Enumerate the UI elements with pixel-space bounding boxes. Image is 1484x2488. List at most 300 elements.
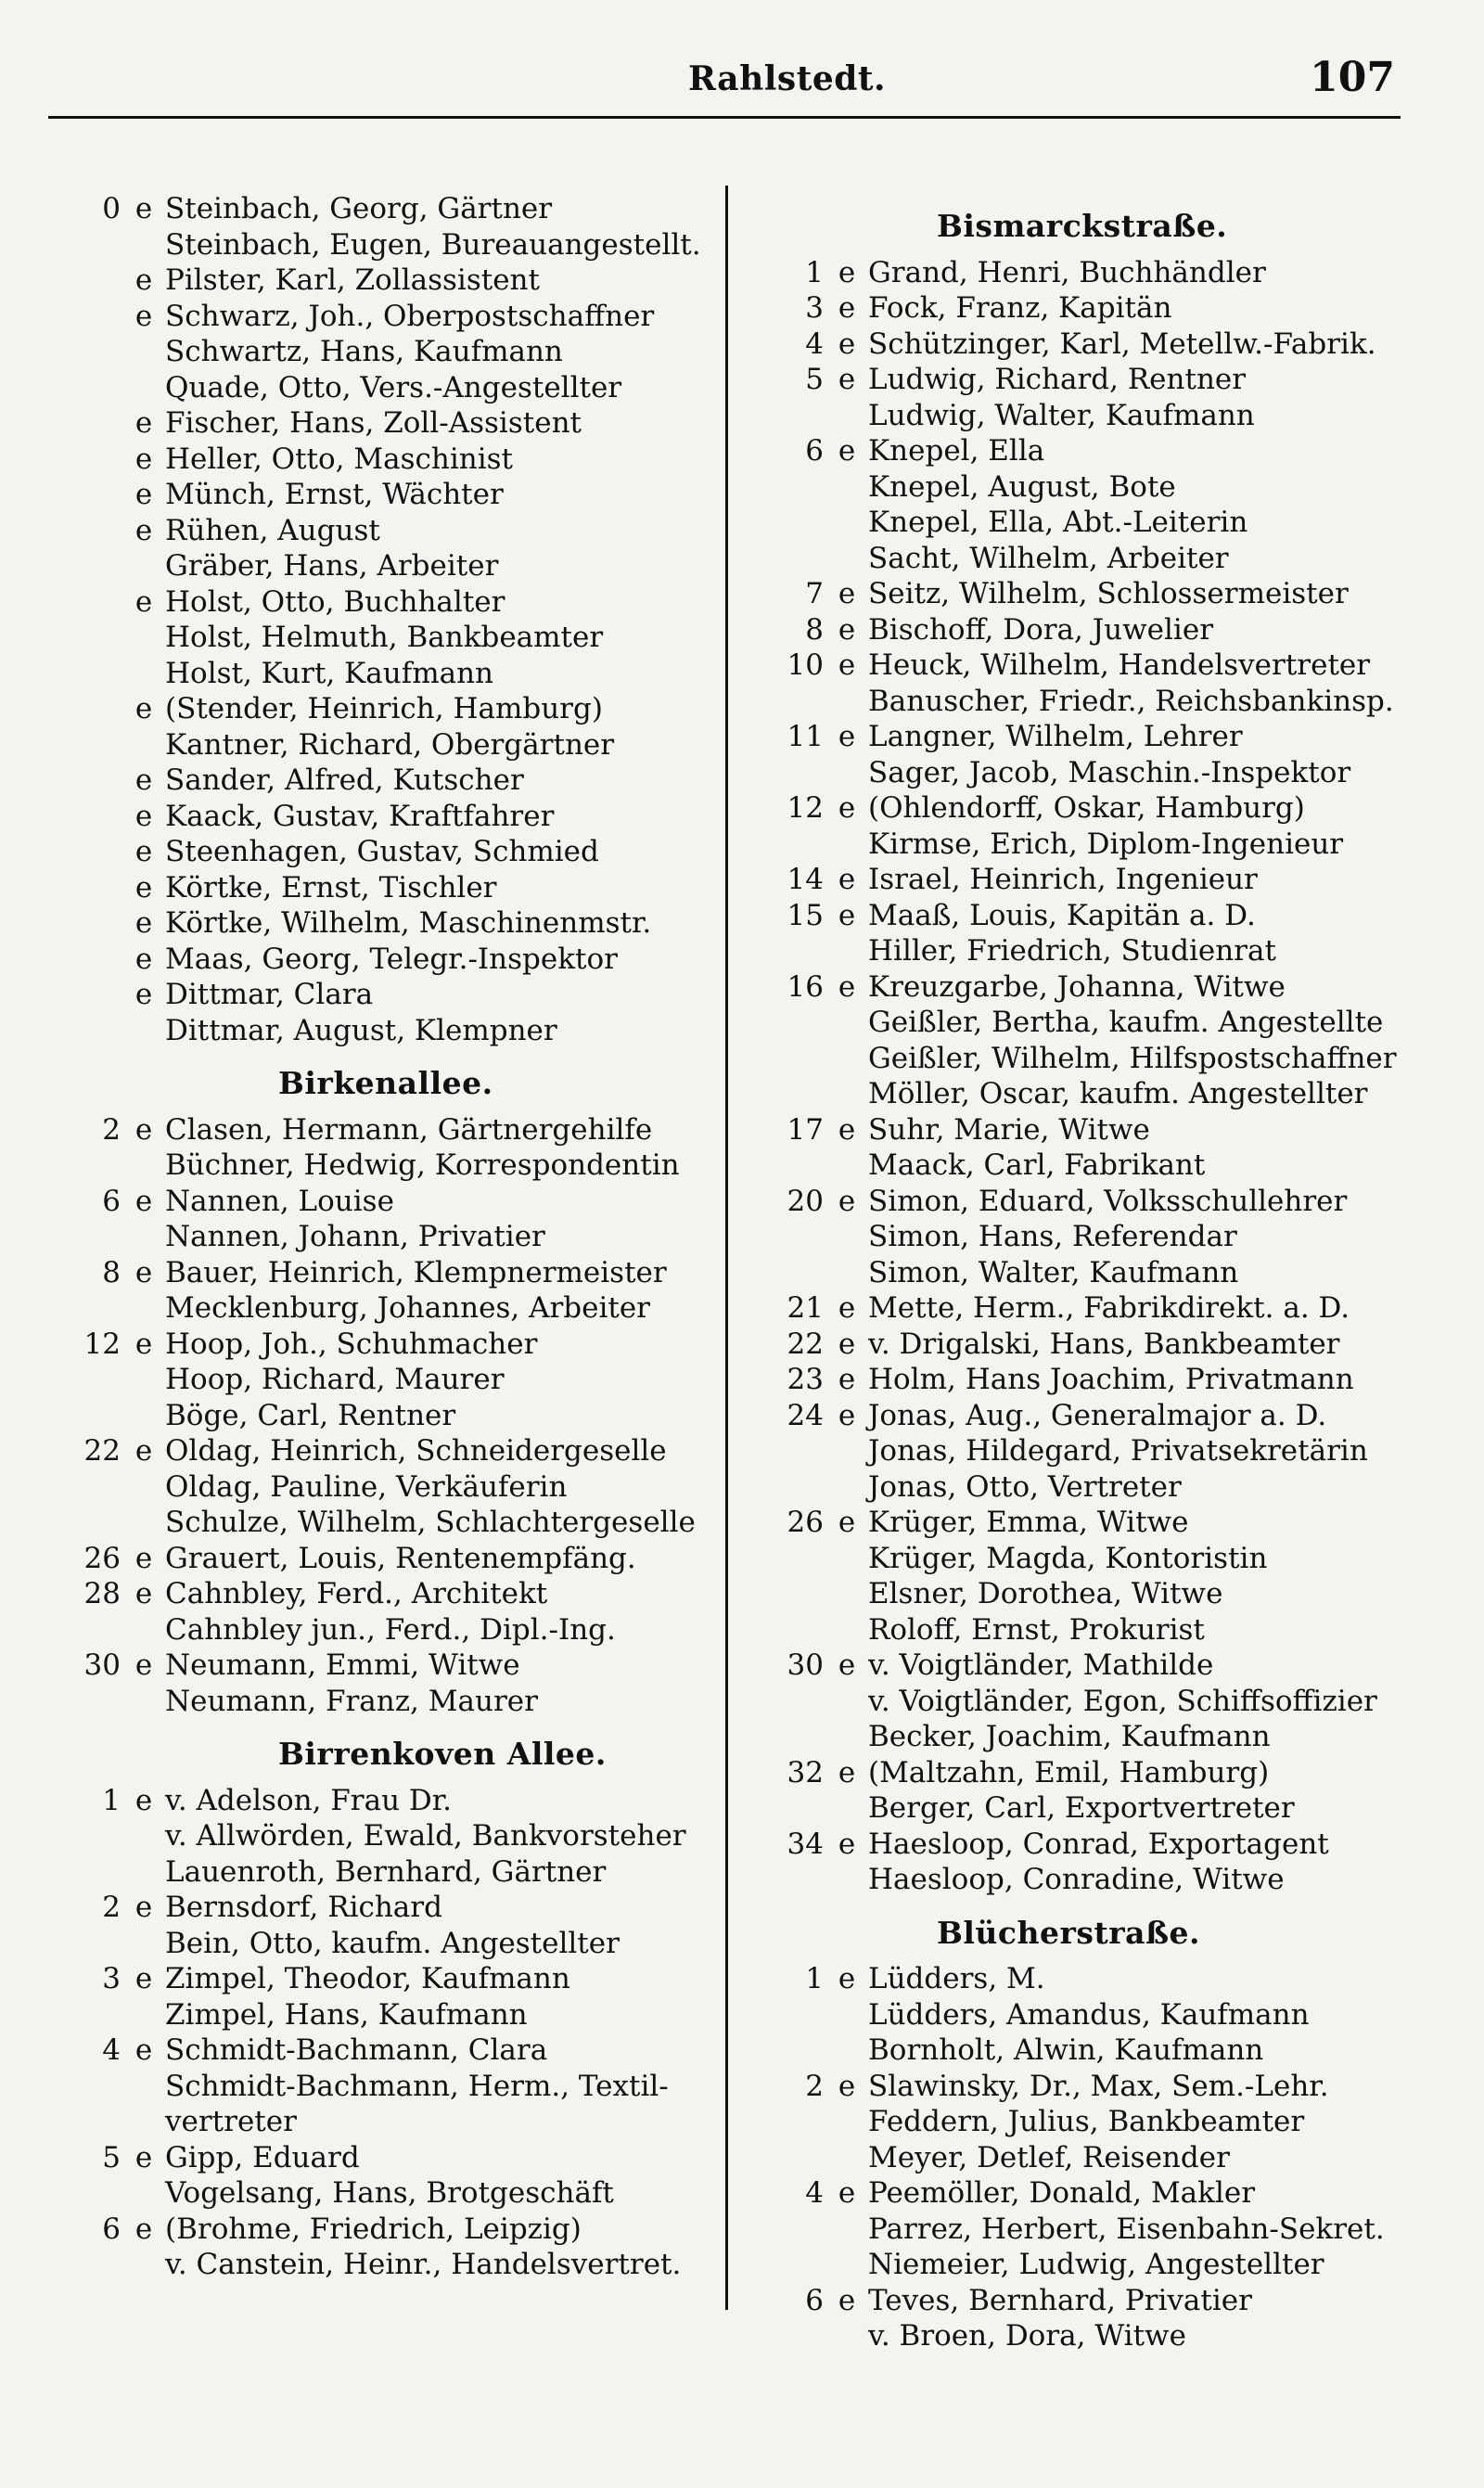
- directory-entry: [67, 2247, 681, 2282]
- resident-entry: Hoop, Richard, Maurer: [165, 1363, 505, 1396]
- directory-entry: [67, 1327, 537, 1362]
- directory-entry: [67, 1184, 394, 1219]
- directory-entry: [770, 1719, 1271, 1754]
- house-number: 1: [805, 1962, 824, 1995]
- street-heading: Birrenkoven Allee.: [278, 1736, 607, 1772]
- resident-entry: Simon, Hans, Referendar: [868, 1220, 1237, 1253]
- page-number: 107: [1310, 54, 1395, 101]
- resident-entry: Schmidt-Bachmann, Clara: [165, 2033, 548, 2067]
- directory-entry: [770, 469, 1176, 505]
- house-number: 6: [102, 1184, 121, 1218]
- owner-mark: e: [134, 870, 153, 904]
- directory-entry: [67, 1783, 452, 1818]
- owner-mark: e: [838, 1962, 856, 1995]
- resident-entry: Haesloop, Conrad, Exportagent: [868, 1827, 1329, 1861]
- resident-entry: Bauer, Heinrich, Klempnermeister: [165, 1255, 667, 1289]
- directory-entry: [770, 1041, 1397, 1076]
- owner-mark: e: [134, 1783, 153, 1817]
- directory-entry: [770, 827, 1343, 862]
- directory-entry: [770, 1184, 1347, 1219]
- resident-entry: Heller, Otto, Maschinist: [165, 442, 513, 476]
- resident-entry: Meyer, Detlef, Reisender: [868, 2140, 1230, 2174]
- directory-entry: [67, 1612, 616, 1648]
- directory-entry: [67, 870, 497, 905]
- directory-entry: [770, 1255, 1238, 1290]
- owner-mark: e: [134, 763, 153, 797]
- directory-entry: [770, 1862, 1285, 1897]
- directory-entry: [67, 1997, 528, 2033]
- directory-entry: [67, 2175, 614, 2211]
- directory-entry: [67, 1362, 505, 1397]
- directory-entry: [67, 834, 599, 869]
- directory-entry: [67, 334, 563, 369]
- owner-mark: e: [838, 1327, 856, 1361]
- house-number: 1: [805, 255, 824, 289]
- house-number: 3: [102, 1962, 121, 1995]
- resident-entry: v. Broen, Dora, Witwe: [868, 2319, 1186, 2353]
- resident-entry: Möller, Oscar, kaufm. Angestellter: [868, 1077, 1368, 1110]
- resident-entry: Simon, Eduard, Volksschullehrer: [868, 1184, 1348, 1218]
- resident-entry: Grauert, Louis, Rentenempfäng.: [165, 1541, 636, 1575]
- owner-mark: e: [838, 363, 856, 396]
- house-number: 34: [787, 1827, 824, 1861]
- directory-entry: [67, 1469, 567, 1505]
- resident-entry: Ludwig, Walter, Kaufmann: [868, 398, 1255, 432]
- directory-entry: [67, 1854, 606, 1890]
- resident-entry: Maas, Georg, Telegr.-Inspektor: [165, 942, 618, 976]
- resident-entry: Elsner, Dorothea, Witwe: [868, 1577, 1223, 1610]
- directory-entry: [770, 1505, 1188, 1540]
- directory-entry: [67, 548, 498, 584]
- directory-entry: [67, 1890, 442, 1925]
- owner-mark: e: [838, 291, 856, 325]
- house-number: 2: [805, 2069, 824, 2103]
- resident-entry: Dittmar, August, Klempner: [165, 1013, 557, 1047]
- resident-entry: Nannen, Johann, Privatier: [165, 1220, 545, 1253]
- house-number: 1: [102, 1783, 121, 1817]
- resident-entry: Holst, Helmuth, Bankbeamter: [165, 621, 604, 654]
- owner-mark: e: [838, 648, 856, 682]
- resident-entry: Lauenroth, Bernhard, Gärtner: [165, 1854, 607, 1889]
- owner-mark: e: [838, 1363, 856, 1396]
- owner-mark: e: [838, 2176, 856, 2210]
- resident-entry: Cahnbley jun., Ferd., Dipl.-Ing.: [165, 1612, 616, 1647]
- resident-entry: Krüger, Magda, Kontoristin: [868, 1541, 1268, 1575]
- resident-entry: Feddern, Julius, Bankbeamter: [868, 2105, 1305, 2138]
- directory-entry: [67, 1013, 557, 1048]
- resident-entry: Jonas, Aug., Generalmajor a. D.: [868, 1398, 1327, 1432]
- resident-entry: Ludwig, Richard, Rentner: [868, 363, 1247, 396]
- owner-mark: e: [134, 1648, 153, 1682]
- running-head: Rahlstedt.: [688, 59, 887, 98]
- directory-entry: [770, 2033, 1263, 2068]
- house-number: 23: [787, 1363, 824, 1396]
- resident-entry: v. Voigtländer, Mathilde: [868, 1648, 1214, 1682]
- resident-entry: Parrez, Herbert, Eisenbahn-Sekret.: [868, 2212, 1385, 2246]
- house-number: 22: [787, 1327, 824, 1361]
- resident-entry: Steenhagen, Gustav, Schmied: [165, 835, 599, 868]
- resident-entry: Schwarz, Joh., Oberpostschaffner: [165, 299, 655, 333]
- directory-entry: [67, 263, 540, 298]
- street-heading: Bismarckstraße.: [937, 208, 1228, 244]
- page-header: [48, 50, 1401, 119]
- directory-entry: [770, 1827, 1329, 1862]
- directory-entry: [67, 799, 554, 834]
- resident-entry: Bernsdorf, Richard: [165, 1891, 442, 1924]
- resident-entry: Peemöller, Donald, Makler: [868, 2176, 1256, 2210]
- directory-entry: [67, 1290, 650, 1326]
- directory-entry: [67, 691, 603, 726]
- owner-mark: e: [134, 299, 153, 333]
- directory-entry: [770, 862, 1258, 897]
- directory-entry: [770, 1612, 1205, 1648]
- house-number: 6: [102, 2212, 121, 2246]
- directory-entry: [770, 1398, 1326, 1433]
- directory-entry: [67, 2069, 669, 2104]
- directory-entry: [67, 1961, 570, 1996]
- directory-entry: [770, 541, 1229, 576]
- owner-mark: e: [134, 1327, 153, 1361]
- house-number: 21: [787, 1291, 824, 1325]
- resident-entry: Gipp, Eduard: [165, 2140, 360, 2174]
- directory-entry: [770, 933, 1276, 968]
- resident-entry: Büchner, Hedwig, Korrespondentin: [165, 1148, 680, 1182]
- owner-mark: e: [134, 442, 153, 476]
- owner-mark: e: [838, 612, 856, 647]
- directory-entry: [67, 905, 651, 941]
- resident-entry: Schulze, Wilhelm, Schlachtergeselle: [165, 1506, 696, 1539]
- owner-mark: e: [134, 1434, 153, 1468]
- directory-entry: [67, 2104, 297, 2139]
- resident-entry: Langner, Wilhelm, Lehrer: [868, 720, 1243, 753]
- directory-entry: [770, 1290, 1350, 1326]
- directory-entry: [770, 1576, 1222, 1611]
- resident-entry: Grand, Henri, Buchhändler: [868, 255, 1266, 289]
- resident-entry: (Stender, Heinrich, Hamburg): [165, 692, 603, 725]
- house-number: 6: [805, 2283, 824, 2317]
- directory-entry: [67, 1219, 545, 1254]
- resident-entry: Holm, Hans Joachim, Privatmann: [868, 1363, 1354, 1396]
- owner-mark: e: [838, 2283, 856, 2317]
- directory-entry: [67, 727, 614, 763]
- resident-entry: (Maltzahn, Emil, Hamburg): [868, 1755, 1270, 1789]
- house-number: 14: [787, 863, 824, 896]
- owner-mark: e: [838, 2069, 856, 2103]
- owner-mark: e: [838, 327, 856, 361]
- house-number: 20: [787, 1184, 824, 1218]
- directory-entry: [770, 2212, 1385, 2247]
- resident-entry: Seitz, Wilhelm, Schlossermeister: [868, 577, 1349, 610]
- house-number: 12: [787, 791, 824, 825]
- house-number: 10: [787, 648, 824, 682]
- resident-entry: Knepel, Ella, Abt.-Leiterin: [868, 506, 1248, 539]
- house-number: 6: [805, 434, 824, 468]
- house-number: 2: [102, 1891, 121, 1924]
- directory-entry: [67, 1433, 667, 1468]
- resident-entry: Pilster, Karl, Zollassistent: [165, 263, 540, 297]
- owner-mark: e: [134, 1577, 153, 1610]
- resident-entry: Bischoff, Dora, Juwelier: [868, 612, 1214, 647]
- resident-entry: Geißler, Wilhelm, Hilfspostschaffner: [868, 1041, 1397, 1075]
- directory-entry: [770, 1541, 1267, 1576]
- owner-mark: e: [134, 2033, 153, 2067]
- directory-entry: [770, 2318, 1186, 2353]
- resident-entry: Jonas, Hildegard, Privatsekretärin: [868, 1434, 1368, 1468]
- resident-entry: Sacht, Wilhelm, Arbeiter: [868, 541, 1229, 575]
- house-number: 30: [787, 1648, 824, 1682]
- resident-entry: Mette, Herm., Fabrikdirekt. a. D.: [868, 1291, 1350, 1325]
- resident-entry: Holst, Kurt, Kaufmann: [165, 656, 494, 690]
- resident-entry: (Brohme, Friedrich, Leipzig): [165, 2212, 582, 2246]
- owner-mark: e: [134, 2140, 153, 2174]
- owner-mark: e: [134, 1184, 153, 1218]
- directory-entry: [770, 1362, 1354, 1397]
- directory-entry: [770, 790, 1305, 826]
- directory-entry: [67, 370, 621, 405]
- resident-entry: Kantner, Richard, Obergärtner: [165, 727, 615, 762]
- resident-entry: Körtke, Ernst, Tischler: [165, 870, 497, 904]
- owner-mark: e: [838, 791, 856, 825]
- directory-entry: [770, 327, 1376, 362]
- directory-entry: [67, 977, 373, 1012]
- resident-entry: Quade, Otto, Vers.-Angestellter: [165, 370, 622, 404]
- directory-entry: [67, 1148, 680, 1183]
- resident-entry: Vogelsang, Hans, Brotgeschäft: [165, 2176, 614, 2210]
- owner-mark: e: [838, 1648, 856, 1682]
- resident-entry: Körtke, Wilhelm, Maschinenmstr.: [165, 906, 652, 940]
- owner-mark: e: [838, 898, 856, 932]
- owner-mark: e: [838, 1506, 856, 1539]
- resident-entry: Böge, Carl, Rentner: [165, 1398, 456, 1432]
- resident-entry: Maaß, Louis, Kapitän a. D.: [868, 898, 1256, 932]
- resident-entry: Fock, Franz, Kapitän: [868, 291, 1172, 325]
- directory-entry: [770, 1961, 1045, 1996]
- directory-entry: [770, 969, 1286, 1005]
- directory-entry: [770, 755, 1350, 790]
- resident-entry: Hoop, Joh., Schuhmacher: [165, 1327, 538, 1361]
- resident-entry: Kreuzgarbe, Johanna, Witwe: [868, 969, 1286, 1004]
- header-rule: [48, 116, 1401, 119]
- owner-mark: e: [134, 942, 153, 976]
- owner-mark: e: [134, 1962, 153, 1995]
- resident-entry: Kaack, Gustav, Kraftfahrer: [165, 799, 555, 833]
- owner-mark: e: [838, 577, 856, 610]
- house-number: 15: [787, 898, 824, 932]
- resident-entry: Geißler, Bertha, kaufm. Angestellte: [868, 1006, 1384, 1039]
- directory-entry: [770, 1148, 1205, 1183]
- directory-entry: [67, 1112, 652, 1148]
- resident-entry: Kirmse, Erich, Diplom-Ingenieur: [868, 827, 1344, 861]
- resident-entry: Zimpel, Theodor, Kaufmann: [165, 1962, 570, 1995]
- directory-entry: [770, 1076, 1368, 1111]
- resident-entry: Lüdders, Amandus, Kaufmann: [868, 1997, 1310, 2032]
- house-number: 8: [805, 612, 824, 647]
- directory-entry: [770, 2247, 1324, 2282]
- directory-entry: [770, 1684, 1377, 1719]
- owner-mark: e: [134, 978, 153, 1011]
- directory-entry: [67, 656, 493, 691]
- directory-entry: [67, 442, 513, 477]
- house-number: 0: [102, 192, 121, 225]
- house-number: 30: [83, 1648, 121, 1682]
- directory-entry: [770, 576, 1349, 611]
- owner-mark: e: [134, 192, 153, 225]
- directory-entry: [770, 2104, 1304, 2139]
- house-number: 4: [102, 2033, 121, 2067]
- owner-mark: e: [838, 720, 856, 753]
- directory-entry: [770, 719, 1243, 754]
- owner-mark: e: [134, 799, 153, 833]
- resident-entry: Lüdders, M.: [868, 1962, 1045, 1995]
- directory-entry: [770, 2069, 1329, 2104]
- directory-entry: [67, 1648, 520, 1683]
- directory-entry: [770, 1469, 1182, 1505]
- resident-entry: Oldag, Pauline, Verkäuferin: [165, 1469, 568, 1504]
- resident-entry: Bornholt, Alwin, Kaufmann: [868, 2033, 1264, 2067]
- owner-mark: e: [134, 513, 153, 547]
- resident-entry: v. Voigtländer, Egon, Schiffsoffizier: [868, 1684, 1377, 1718]
- resident-entry: Neumann, Emmi, Witwe: [165, 1648, 520, 1682]
- street-heading: Birkenallee.: [278, 1065, 493, 1101]
- resident-entry: Jonas, Otto, Vertreter: [868, 1469, 1182, 1504]
- directory-entry: [67, 299, 654, 334]
- house-number: 24: [787, 1398, 824, 1432]
- directory-entry: [67, 1505, 696, 1540]
- directory-entry: [770, 898, 1256, 933]
- street-heading: Blücherstraße.: [937, 1914, 1201, 1951]
- house-number: 28: [83, 1577, 121, 1610]
- resident-entry: Heuck, Wilhelm, Handelsvertreter: [868, 648, 1371, 682]
- directory-entry: [770, 1433, 1368, 1468]
- resident-entry: Israel, Heinrich, Ingenieur: [868, 863, 1258, 896]
- directory-entry: [67, 763, 524, 798]
- resident-entry: Holst, Otto, Buchhalter: [165, 584, 505, 619]
- directory-entry: [770, 1219, 1237, 1254]
- resident-entry: Becker, Joachim, Kaufmann: [868, 1720, 1271, 1753]
- directory-entry: [67, 1541, 636, 1576]
- owner-mark: e: [838, 1398, 856, 1432]
- resident-entry: Simon, Walter, Kaufmann: [868, 1255, 1239, 1289]
- directory-entry: [770, 505, 1247, 540]
- resident-entry: Haesloop, Conradine, Witwe: [868, 1863, 1285, 1896]
- directory-entry: [67, 584, 505, 620]
- house-number: 3: [805, 291, 824, 325]
- resident-entry: Teves, Bernhard, Privatier: [868, 2283, 1252, 2317]
- directory-entry: [770, 1997, 1310, 2033]
- directory-entry: [67, 191, 552, 226]
- house-number: 22: [83, 1434, 121, 1468]
- resident-entry: v. Canstein, Heinr., Handelsvertret.: [165, 2248, 682, 2281]
- house-number: 4: [805, 327, 824, 361]
- house-number: 17: [787, 1112, 824, 1147]
- owner-mark: e: [838, 1112, 856, 1147]
- resident-entry: Niemeier, Ludwig, Angestellter: [868, 2248, 1324, 2281]
- owner-mark: e: [134, 1891, 153, 1924]
- house-number: 11: [787, 720, 824, 753]
- directory-entry: [67, 227, 701, 263]
- directory-entry: [770, 612, 1213, 648]
- house-number: 7: [805, 577, 824, 610]
- owner-mark: e: [134, 692, 153, 725]
- directory-entry: [770, 2140, 1230, 2175]
- resident-entry: Banuscher, Friedr., Reichsbankinsp.: [868, 684, 1394, 718]
- owner-mark: e: [134, 478, 153, 511]
- directory-entry: [67, 405, 582, 441]
- house-number: 5: [805, 363, 824, 396]
- resident-entry: Dittmar, Clara: [165, 978, 374, 1011]
- directory-entry: [67, 1684, 538, 1719]
- owner-mark: e: [134, 1255, 153, 1289]
- directory-entry: [770, 2175, 1255, 2211]
- directory-entry: [67, 1926, 620, 1961]
- resident-entry: Fischer, Hans, Zoll-Assistent: [165, 406, 582, 440]
- owner-mark: e: [134, 584, 153, 619]
- directory-entry: [67, 620, 603, 655]
- directory-entry: [770, 1112, 1150, 1148]
- resident-entry: v. Drigalski, Hans, Bankbeamter: [868, 1327, 1340, 1361]
- directory-entry: [770, 433, 1044, 468]
- directory-entry: [770, 1755, 1269, 1790]
- house-number: 26: [83, 1541, 121, 1575]
- resident-entry: Sander, Alfred, Kutscher: [165, 763, 524, 797]
- resident-entry: Rühen, August: [165, 513, 380, 547]
- directory-entry: [770, 1648, 1213, 1683]
- owner-mark: e: [134, 1541, 153, 1575]
- resident-entry: Knepel, Ella: [868, 434, 1045, 468]
- directory-entry: [67, 477, 504, 512]
- resident-entry: Zimpel, Hans, Kaufmann: [165, 1997, 528, 2032]
- resident-entry: v. Adelson, Frau Dr.: [165, 1783, 453, 1817]
- resident-entry: Nannen, Louise: [165, 1184, 394, 1218]
- directory-entry: [770, 1327, 1340, 1362]
- resident-entry: Slawinsky, Dr., Max, Sem.-Lehr.: [868, 2069, 1329, 2103]
- owner-mark: e: [134, 2212, 153, 2246]
- resident-entry: Steinbach, Georg, Gärtner: [165, 192, 553, 225]
- resident-entry: Schwartz, Hans, Kaufmann: [165, 335, 563, 368]
- directory-entry: [67, 942, 618, 977]
- house-number: 16: [787, 969, 824, 1004]
- resident-entry: Neumann, Franz, Maurer: [165, 1684, 538, 1718]
- resident-entry: Clasen, Hermann, Gärtnergehilfe: [165, 1112, 653, 1147]
- owner-mark: e: [838, 434, 856, 468]
- resident-entry: (Ohlendorff, Oskar, Hamburg): [868, 791, 1305, 825]
- directory-entry: [770, 648, 1370, 683]
- resident-entry: Gräber, Hans, Arbeiter: [165, 549, 499, 583]
- directory-entry: [770, 2283, 1252, 2318]
- owner-mark: e: [134, 406, 153, 440]
- resident-entry: Knepel, August, Bote: [868, 469, 1176, 504]
- resident-entry: Hiller, Friedrich, Studienrat: [868, 934, 1276, 968]
- directory-entry: [67, 1818, 686, 1853]
- resident-entry: Krüger, Emma, Witwe: [868, 1506, 1189, 1539]
- owner-mark: e: [134, 906, 153, 940]
- house-number: 2: [102, 1112, 121, 1147]
- resident-entry: Oldag, Heinrich, Schneidergeselle: [165, 1434, 667, 1468]
- directory-entry: [770, 1005, 1383, 1040]
- directory-entry: [770, 255, 1266, 290]
- resident-entry: Bein, Otto, kaufm. Angestellter: [165, 1926, 620, 1960]
- resident-entry: Maack, Carl, Fabrikant: [868, 1148, 1206, 1182]
- house-number: 8: [102, 1255, 121, 1289]
- owner-mark: e: [838, 1291, 856, 1325]
- column-divider: [725, 186, 728, 2310]
- house-number: 32: [787, 1755, 824, 1789]
- directory-entry: [67, 1255, 667, 1290]
- directory-entry: [770, 290, 1171, 326]
- resident-entry: Berger, Carl, Exportvertreter: [868, 1791, 1295, 1825]
- house-number: 4: [805, 2176, 824, 2210]
- directory-entry: [67, 2212, 582, 2247]
